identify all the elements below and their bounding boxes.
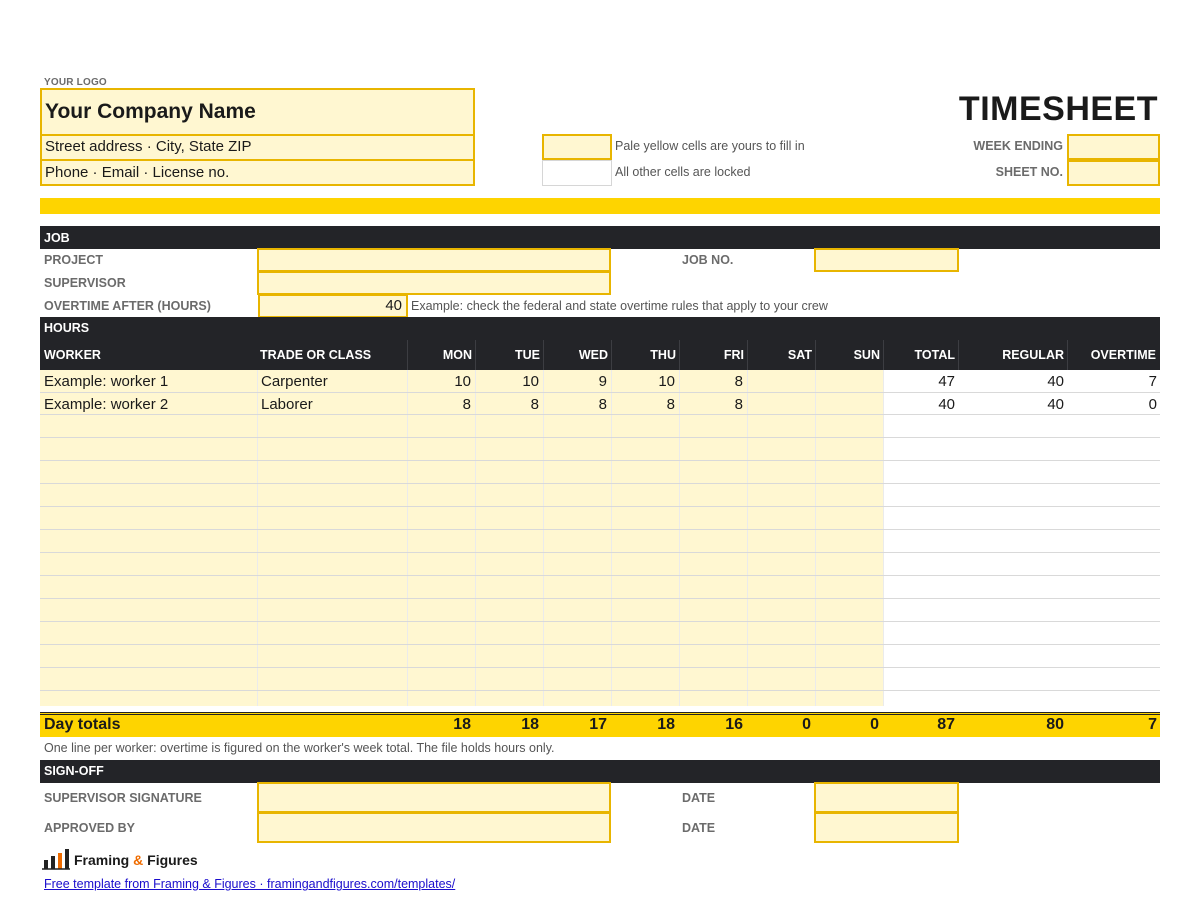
row-divider: [40, 437, 1160, 438]
worker-cell[interactable]: Example: worker 1: [44, 373, 169, 390]
total-sun: 0: [870, 716, 879, 733]
total-cell: 47: [938, 373, 955, 390]
col-fri: FRI: [723, 348, 744, 362]
row-divider: [40, 621, 1160, 622]
header-divider: [815, 340, 816, 370]
legend-locked-text: All other cells are locked: [615, 165, 751, 179]
day-totals-label: Day totals: [44, 716, 121, 733]
company-contact[interactable]: Phone · Email · License no.: [45, 164, 230, 181]
mon-cell[interactable]: 10: [454, 373, 471, 390]
week-ending-input[interactable]: [1067, 134, 1160, 160]
approved-by-input[interactable]: [257, 812, 611, 843]
sheet-no-input[interactable]: [1067, 160, 1160, 186]
legend-fill-text: Pale yellow cells are yours to fill in: [615, 139, 805, 153]
worker-cell[interactable]: Example: worker 2: [44, 396, 169, 413]
header-divider: [883, 340, 884, 370]
tue-cell[interactable]: 10: [522, 373, 539, 390]
trade-cell[interactable]: Laborer: [261, 396, 313, 413]
brand-word: Framing: [74, 852, 130, 868]
row-divider: [40, 529, 1160, 530]
column-divider: [475, 370, 476, 706]
column-divider: [747, 370, 748, 706]
company-address[interactable]: Street address · City, State ZIP: [45, 138, 252, 155]
total-thu: 18: [657, 716, 675, 733]
total-mon: 18: [453, 716, 471, 733]
thu-cell[interactable]: 8: [666, 396, 675, 413]
wed-cell[interactable]: 8: [598, 396, 607, 413]
header-divider: [475, 340, 476, 370]
brand-word: Figures: [147, 852, 198, 868]
hours-section-header: [40, 317, 1160, 340]
col-sun: SUN: [853, 348, 880, 362]
signoff-section-header: [40, 760, 1160, 783]
legend-locked-swatch: [542, 160, 612, 186]
total-wed: 17: [589, 716, 607, 733]
trade-cell[interactable]: Carpenter: [261, 373, 328, 390]
row-divider: [40, 575, 1160, 576]
total-regular: 80: [1046, 716, 1064, 733]
date-label: DATE: [682, 791, 716, 805]
row-divider: [40, 644, 1160, 645]
col-worker: WORKER: [44, 348, 101, 362]
divider: [40, 159, 475, 161]
thu-cell[interactable]: 10: [658, 373, 675, 390]
total-fri: 16: [725, 716, 743, 733]
signoff-section-title: SIGN-OFF: [44, 764, 104, 778]
divider: [40, 134, 475, 136]
job-section-title: JOB: [44, 231, 70, 245]
overtime-cell: 7: [1148, 373, 1157, 390]
row-divider: [40, 667, 1160, 668]
row-divider: [40, 552, 1160, 553]
total-total: 87: [937, 716, 955, 733]
supervisor-label: SUPERVISOR: [44, 276, 126, 290]
supervisor-signature-input[interactable]: [257, 782, 611, 813]
header-divider: [747, 340, 748, 370]
column-divider: [815, 370, 816, 706]
column-divider: [611, 370, 612, 706]
header-divider: [611, 340, 612, 370]
overtime-after-label: OVERTIME AFTER (HOURS): [44, 299, 211, 313]
row-divider: [40, 414, 1160, 415]
header-divider: [543, 340, 544, 370]
column-divider: [543, 370, 544, 706]
total-cell: 40: [938, 396, 955, 413]
col-wed: WED: [578, 348, 608, 362]
header-divider: [407, 340, 408, 370]
sheet-no-label: SHEET NO.: [995, 165, 1063, 179]
row-divider: [40, 483, 1160, 484]
column-divider: [679, 370, 680, 706]
date-label: DATE: [682, 821, 716, 835]
col-overtime: OVERTIME: [1090, 348, 1156, 362]
header-divider: [958, 340, 959, 370]
logo-label: YOUR LOGO: [44, 77, 107, 88]
header-divider: [1067, 340, 1068, 370]
supervisor-signature-label: SUPERVISOR SIGNATURE: [44, 791, 202, 805]
supervisor-date-input[interactable]: [814, 782, 959, 813]
hours-section-title: HOURS: [44, 321, 90, 335]
fri-cell[interactable]: 8: [734, 396, 743, 413]
column-divider: [883, 370, 884, 706]
col-trade: TRADE OR CLASS: [260, 348, 372, 362]
company-name[interactable]: Your Company Name: [45, 100, 256, 123]
brand-name: [74, 852, 198, 868]
hours-input-area[interactable]: [40, 370, 883, 706]
job-no-input[interactable]: [814, 248, 959, 272]
row-divider: [40, 506, 1160, 507]
tue-cell[interactable]: 8: [530, 396, 539, 413]
column-divider: [257, 370, 258, 706]
mon-cell[interactable]: 8: [462, 396, 471, 413]
row-divider: [40, 392, 1160, 393]
row-divider: [40, 690, 1160, 691]
project-input[interactable]: [257, 248, 611, 272]
fri-cell[interactable]: 8: [734, 373, 743, 390]
page-title: TIMESHEET: [958, 90, 1158, 128]
col-mon: MON: [442, 348, 472, 362]
column-divider: [407, 370, 408, 706]
total-sat: 0: [802, 716, 811, 733]
regular-cell: 40: [1047, 373, 1064, 390]
overtime-after-input[interactable]: 40: [258, 294, 408, 318]
row-divider: [40, 460, 1160, 461]
template-link[interactable]: Free template from Framing & Figures · framingandfigures.com/templates/: [44, 877, 456, 891]
brand-amp: &: [133, 852, 144, 868]
row-divider: [40, 598, 1160, 599]
regular-cell: 40: [1047, 396, 1064, 413]
total-tue: 18: [521, 716, 539, 733]
col-total: TOTAL: [914, 348, 955, 362]
wed-cell[interactable]: 9: [598, 373, 607, 390]
col-tue: TUE: [515, 348, 540, 362]
week-ending-label: WEEK ENDING: [973, 139, 1063, 153]
hours-note: One line per worker: overtime is figured on the worker's week total. The file holds hours only.: [44, 741, 555, 755]
col-regular: REGULAR: [1002, 348, 1064, 362]
approved-date-input[interactable]: [814, 812, 959, 843]
accent-band: [40, 198, 1160, 214]
overtime-cell: 0: [1148, 396, 1157, 413]
bar-chart-icon: [42, 848, 70, 870]
header-divider: [679, 340, 680, 370]
col-sat: SAT: [787, 348, 812, 362]
total-overtime: 7: [1148, 716, 1157, 733]
supervisor-input[interactable]: [257, 271, 611, 295]
col-thu: THU: [650, 348, 676, 362]
job-no-label: JOB NO.: [682, 253, 734, 267]
overtime-note: Example: check the federal and state overtime rules that apply to your crew: [411, 299, 828, 313]
approved-by-label: APPROVED BY: [44, 821, 135, 835]
project-label: PROJECT: [44, 253, 104, 267]
legend-fill-swatch: [542, 134, 612, 160]
job-section-header: [40, 226, 1160, 249]
